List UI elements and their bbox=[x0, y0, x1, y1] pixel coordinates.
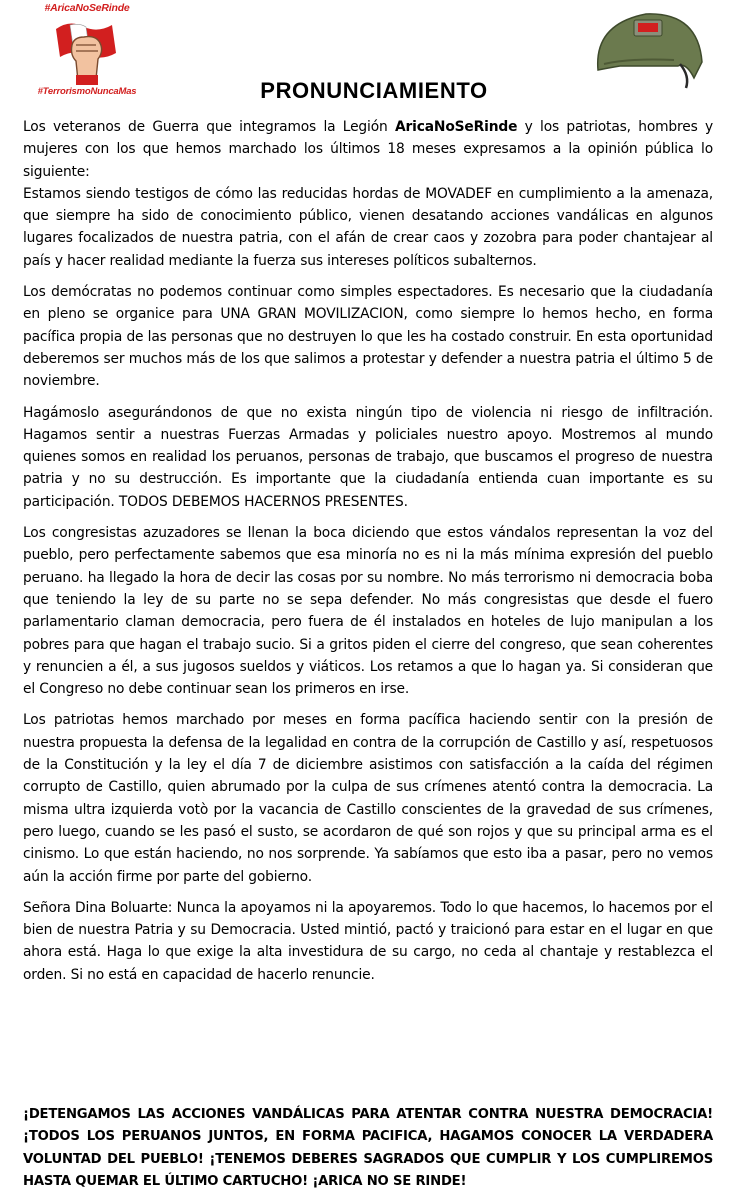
logo-hashtag-bottom: #TerrorismoNuncaMas bbox=[37, 86, 137, 97]
paragraph: Señora Dina Boluarte: Nunca la apoyamos ni la apoyaremos. Todo lo que hacemos, lo hacemos por el bien de nuestra Patria y su Democracia. Usted mintió, pactó y traicionó para estar en el lugar en que ahora está. Haga lo que exige la alta investidura de su cargo, no ceda al chantaje y restablezca el orden. Si no está en capacidad de hacerlo renuncie. bbox=[23, 899, 713, 983]
intro-text-before: Los veteranos de Guerra que integramos la Legión bbox=[23, 119, 395, 135]
raised-fist-flag-icon bbox=[50, 15, 124, 87]
paragraph: Los congresistas azuzadores se llenan la boca diciendo que estos vándalos representan la voz del pueblo, pero perfectamente sabemos que esa minoría no es ni la más mínima expresión del pueblo peruano. ha llegado la hora de decir las cosas por su nombre. No más terrorismo ni democracia boba que teniendo la ley de su parte no se sepa defender. No más congresistas que desde el fuero parlamentario claman democracia, pero fuera de él instalados en hoteles de lujo manipulan a los pobres para que hagan el trabajo sucio. Si a gritos piden el cierre del congreso, que sean coherentes y renuncien a él, a sus jugosos sueldos y viáticos. Los retamos a que lo hagan ya. Si consideran que el Congreso no debe continuar sean los primeros en irse. bbox=[23, 525, 713, 698]
paragraph: Estamos siendo testigos de cómo las reducidas hordas de MOVADEF en cumplimiento a la amenaza, que siempre ha sido de conocimiento público, vienen desatando acciones vandálicas en algunos lugares focalizados de nuestra patria, con el afán de crear caos y zozobra para poder chantajear al país y hacer realidad mediante la fuerza sus intereses políticos subalternos. bbox=[23, 185, 713, 269]
intro-paragraph bbox=[23, 116, 713, 183]
fist-shape bbox=[72, 37, 102, 81]
page-title: PRONUNCIAMIENTO bbox=[260, 78, 488, 103]
paragraph: Hagámoslo asegurándonos de que no exista ningún tipo de violencia ni riesgo de infiltración. Hagamos sentir a nuestras Fuerzas Armadas y policiales nuestro apoyo. Mostremos al mundo quienes somos en realidad los peruanos, personas de trabajo, que buscamos el progreso de nuestra patria y no su destrucción. Es importante que la ciudadanía entienda cuan importante es su participación. TODOS DEBEMOS HACERNOS PRESENTES. bbox=[23, 404, 713, 510]
document-body bbox=[23, 116, 713, 995]
helmet-patch bbox=[638, 23, 658, 32]
intro-text-after: y los patriotas, hombres y mujeres con los que hemos marchado los últimos 18 meses expresamos a la opinión pública lo siguiente: bbox=[23, 119, 713, 180]
legion-name: AricaNoSeRinde bbox=[394, 119, 518, 135]
paragraph: Los demócratas no podemos continuar como simples espectadores. Es necesario que la ciudadanía en pleno se organice para UNA GRAN MOVILIZACION, como siempre lo hemos hecho, en forma pacífica propia de las personas que no destruyen lo que les ha costado construir. En esta oportunidad deberemos ser muchos más de los que salimos a protestar y defender a nuestra patria el último 5 de noviembre. bbox=[23, 284, 713, 390]
logo-hashtag-top: #AricaNoSeRinde bbox=[44, 2, 130, 14]
closing-statement: ¡DETENGAMOS LAS ACCIONES VANDÁLICAS PARA ATENTAR CONTRA NUESTRA DEMOCRACIA! ¡TODOS LOS PERUANOS JUNTOS, EN FORMA PACIFICA, HAGAMOS CONOCER LA VERDADERA VOLUNTAD DEL PUEBLO! ¡TENEMOS DEBERES SAGRADOS QUE CUMPLIR Y LOS CUMPLIREMOS HASTA QUEMAR EL ÚLTIMO CARTUCHO! ¡ARICA NO SE RINDE! bbox=[23, 1107, 713, 1189]
paragraph: Los patriotas hemos marchado por meses en forma pacífica haciendo sentir con la presión de nuestra propuesta la defensa de la legalidad en contra de la corrupción de Castillo y así, respetuosos de la Constitución y la ley el día 7 de diciembre asistimos con satisfacción a la caída del régimen corrupto de Castillo, quien abrumado por la culpa de sus crímenes atentó contra la democracia. La misma ultra izquierda votò por la vacancia de Castillo conscientes de la gravedad de sus crímenes, pero luego, cuando se les pasó el susto, se acordaron de qué son rojos y que su principal arma es el cinismo. Lo que están haciendo, no nos sorprende. Ya sabíamos que esto iba a pasar, pero no vemos aún la acción firme por parte del gobierno. bbox=[23, 712, 713, 885]
